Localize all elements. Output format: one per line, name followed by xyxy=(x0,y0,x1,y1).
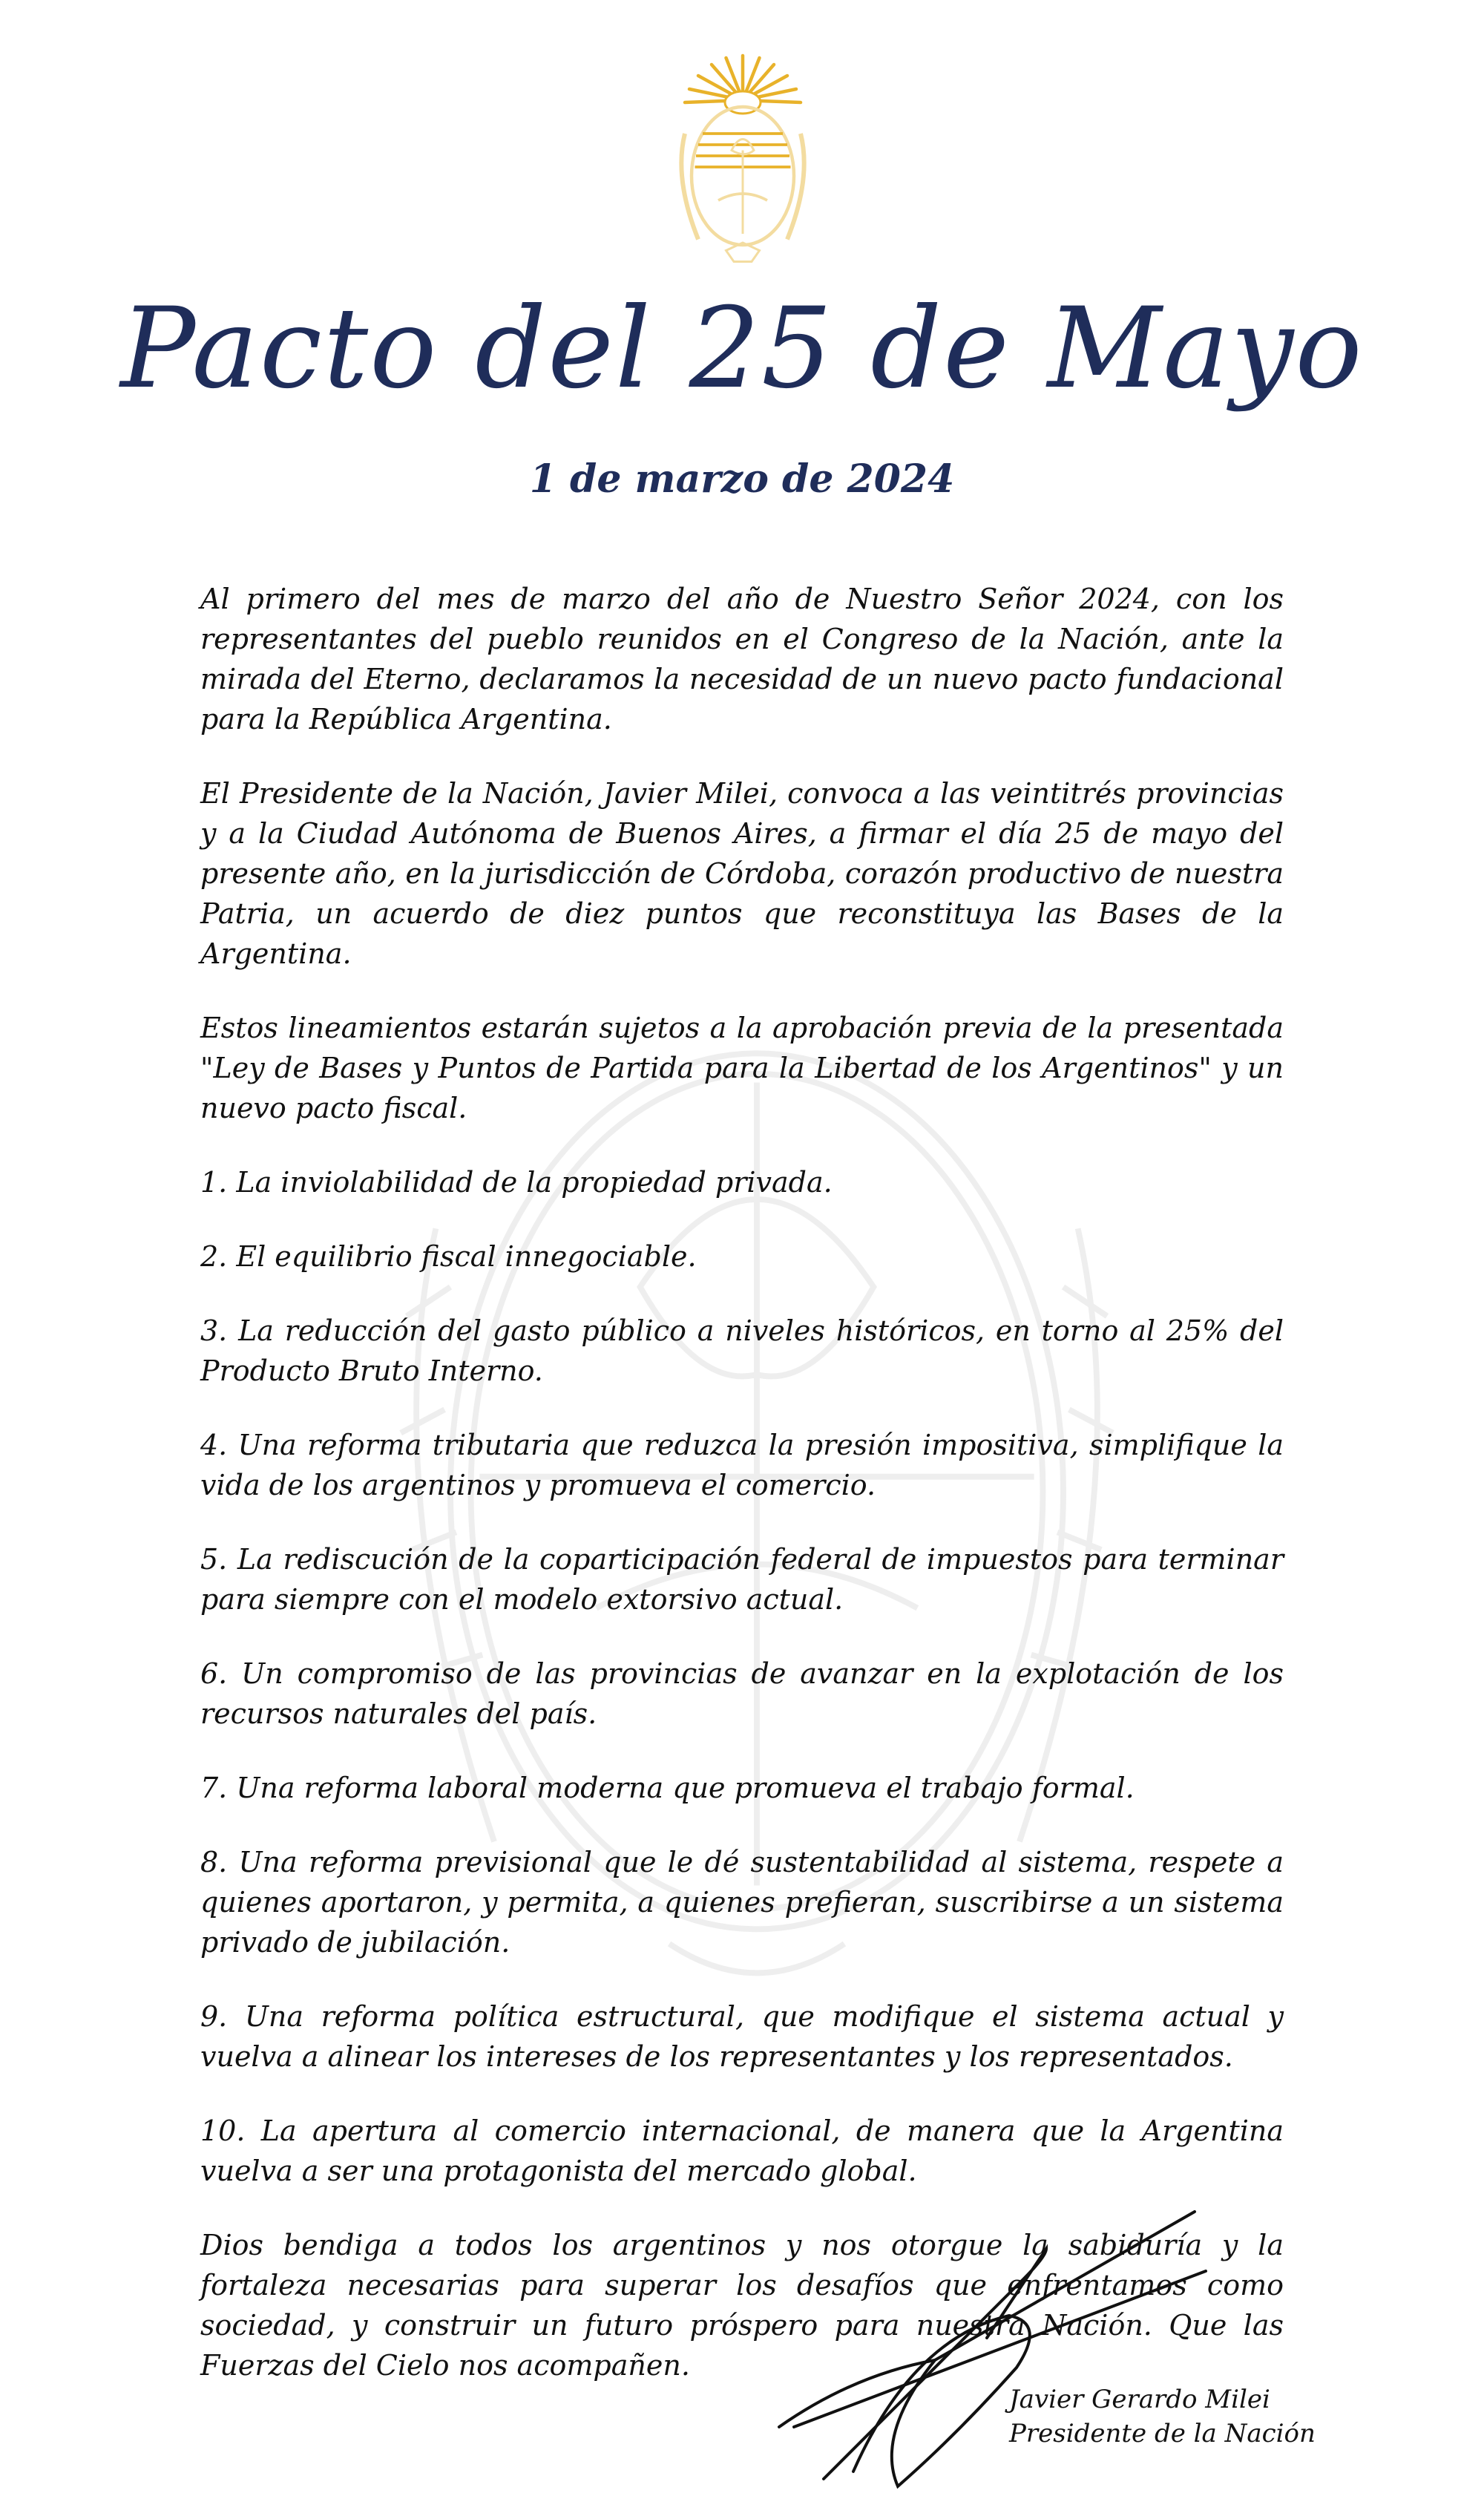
point-5: 5. La rediscución de la coparticipación federal de impuestos para terminar para siempre con el modelo extorsivo actual. xyxy=(200,1543,1284,1616)
point-4: 4. Una reforma tributaria que reduzca la presión impositiva, simplifique la vida de los argentinos y promueva el comercio. xyxy=(200,1429,1284,1501)
point-8: 8. Una reforma previsional que le dé sustentabilidad al sistema, respete a quienes aportaron, y permita, a quienes prefieran, suscribirse a un sistema privado de jubilación. xyxy=(200,1846,1284,1959)
coat-of-arms-icon xyxy=(665,45,821,267)
signature-icon xyxy=(764,2189,1224,2501)
convocation-paragraph: El Presidente de la Nación, Javier Milei, convoca a las veintitrés provincias y a la Ciudad Autónoma de Buenos Aires, a firmar el día 25 de mayo del presente año, en la jurisdicción de Córdoba, corazón productivo de nuestra Patria, un acuerdo de diez puntos que reconstituya las Bases de la Argentina. xyxy=(200,777,1284,970)
document-body xyxy=(200,579,1284,2420)
point-9: 9. Una reforma política estructural, que modifique el sistema actual y vuelva a alinear los intereses de los representantes y los representados. xyxy=(200,2000,1284,2073)
point-6: 6. Un compromiso de las provincias de avanzar en la explotación de los recursos naturales del país. xyxy=(200,1657,1284,1730)
closing-paragraph: Dios bendiga a todos los argentinos y nos otorgue la sabiduría y la fortaleza necesarias para superar los desafíos que enfrentamos como sociedad, y construir un futuro próspero para nuestra Nación. Que las Fuerzas del Cielo nos acompañen. xyxy=(200,2229,1284,2382)
signatory-role: Presidente de la Nación xyxy=(1009,2419,1316,2448)
signatory-block xyxy=(1009,2382,1316,2451)
point-1: 1. La inviolabilidad de la propiedad privada. xyxy=(200,1166,833,1199)
document-date: 1 de marzo de 2024 xyxy=(529,456,955,502)
document-title: Pacto del 25 de Mayo xyxy=(120,284,1364,413)
intro-paragraph: Al primero del mes de marzo del año de Nuestro Señor 2024, con los representantes del pueblo reunidos en el Congreso de la Nación, ante la mirada del Eterno, declaramos la necesidad de un nuevo pacto fundacional para la República Argentina. xyxy=(200,583,1284,736)
point-3: 3. La reducción del gasto público a niveles históricos, en torno al 25% del Producto Bruto Interno. xyxy=(200,1314,1284,1387)
point-7: 7. Una reforma laboral moderna que promueva el trabajo formal. xyxy=(200,1772,1135,1804)
point-10: 10. La apertura al comercio internacional, de manera que la Argentina vuelva a ser una protagonista del mercado global. xyxy=(200,2114,1284,2187)
signatory-name: Javier Gerardo Milei xyxy=(1009,2385,1270,2414)
conditions-paragraph: Estos lineamientos estarán sujetos a la aprobación previa de la presentada "Ley de Bases y Puntos de Partida para la Libertad de los Argentinos" y un nuevo pacto fiscal. xyxy=(200,1012,1284,1124)
point-2: 2. El equilibrio fiscal innegociable. xyxy=(200,1240,697,1273)
